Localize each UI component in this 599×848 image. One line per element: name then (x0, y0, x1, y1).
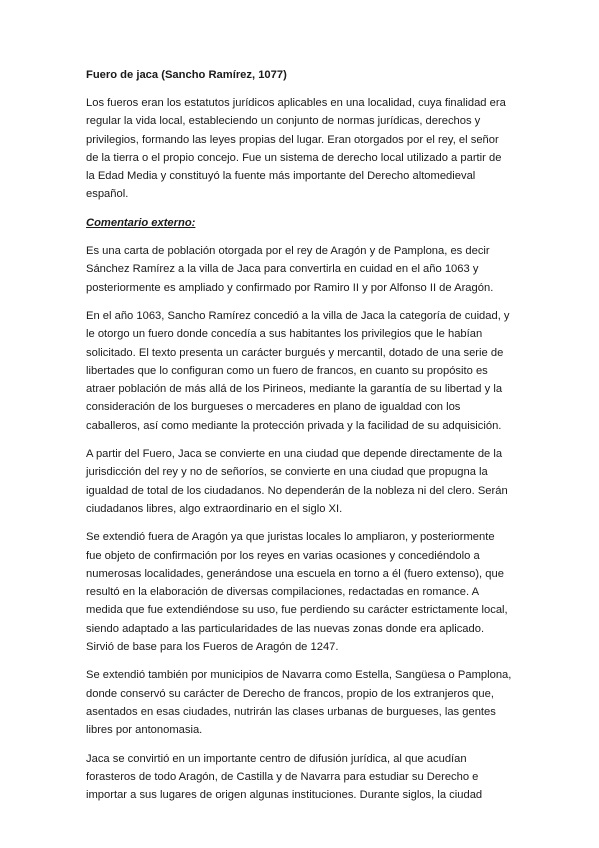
body-paragraph: A partir del Fuero, Jaca se convierte en una ciudad que depende directamente de la jurisdicción del rey y no de señoríos, se convierte en una ciudad que propugna la igualdad de total de los ciudadanos. No dependerán de la nobleza ni del clero. Serán ciudadanos libres, algo extraordinario en el siglo XI. (86, 448, 508, 515)
body-paragraph: Jaca se convirtió en un importante centro de difusión jurídica, al que acudían forasteros de todo Aragón, de Castilla y de Navarra para estudiar su Derecho e importar a sus lugares de origen algunas instituciones. Durante siglos, la ciudad (86, 752, 483, 802)
body-paragraph: En el año 1063, Sancho Ramírez concedió a la villa de Jaca la categoría de cuidad, y le otorgo un fuero donde concedía a sus habitantes los privilegios que le habían solicitado. El texto presenta un carácter burgués y mercantil, dotado de una serie de libertades que lo configuran como un fuero de francos, en cuanto su propósito es atraer población de más allá de los Pirineos, mediante la garantía de su libertad y la consideración de los burgueses o mercaderes en plano de igualdad con los caballeros, así como mediante la protección privada y la facilidad de su adquisición. (86, 309, 510, 432)
intro-paragraph: Los fueros eran los estatutos jurídicos aplicables en una localidad, cuya finalidad era regular la vida local, estableciendo un conjunto de normas jurídicas, derechos y privilegios, formando las leyes propias del lugar. Eran otorgados por el rey, el señor de la tierra o el propio concejo. Fue un sistema de derecho local utilizado a partir de la Edad Media y constituyó la fuente más importante del Derecho altomedieval español. (86, 97, 506, 201)
body-paragraph: Se extendió fuera de Aragón ya que juristas locales lo ampliaron, y posteriormente fue objeto de confirmación por los reyes en varias ocasiones y concediéndolo a numerosas localidades, generándose una escuela en torno a él (fuero extenso), que resultó en la elaboración de diversas compilaciones, redactadas en romance. A medida que fue extendiéndose su uso, fue perdiendo su carácter estrictamente local, siendo adaptado a las particularidades de las nuevas zonas donde era aplicado. Sirvió de base para los Fueros de Aragón de 1247. (86, 531, 508, 654)
document-title: Fuero de jaca (Sancho Ramírez, 1077) (86, 69, 287, 81)
section-heading: Comentario externo: (86, 216, 196, 229)
body-paragraph: Se extendió también por municipios de Navarra como Estella, Sangüesa o Pamplona, donde conservó su carácter de Derecho de francos, propio de los extranjeros que, asentados en esas ciudades, nutrirán las clases urbanas de burgueses, las gentes libres por antonomasia. (86, 669, 512, 737)
body-paragraph: Es una carta de población otorgada por el rey de Aragón y de Pamplona, es decir Sánchez Ramírez a la villa de Jaca para convertirla en cuidad en el año 1063 y posteriormente es ampliado y confirmado por Ramiro II y por Alfonso II de Aragón. (86, 245, 494, 294)
document-body (86, 66, 512, 814)
